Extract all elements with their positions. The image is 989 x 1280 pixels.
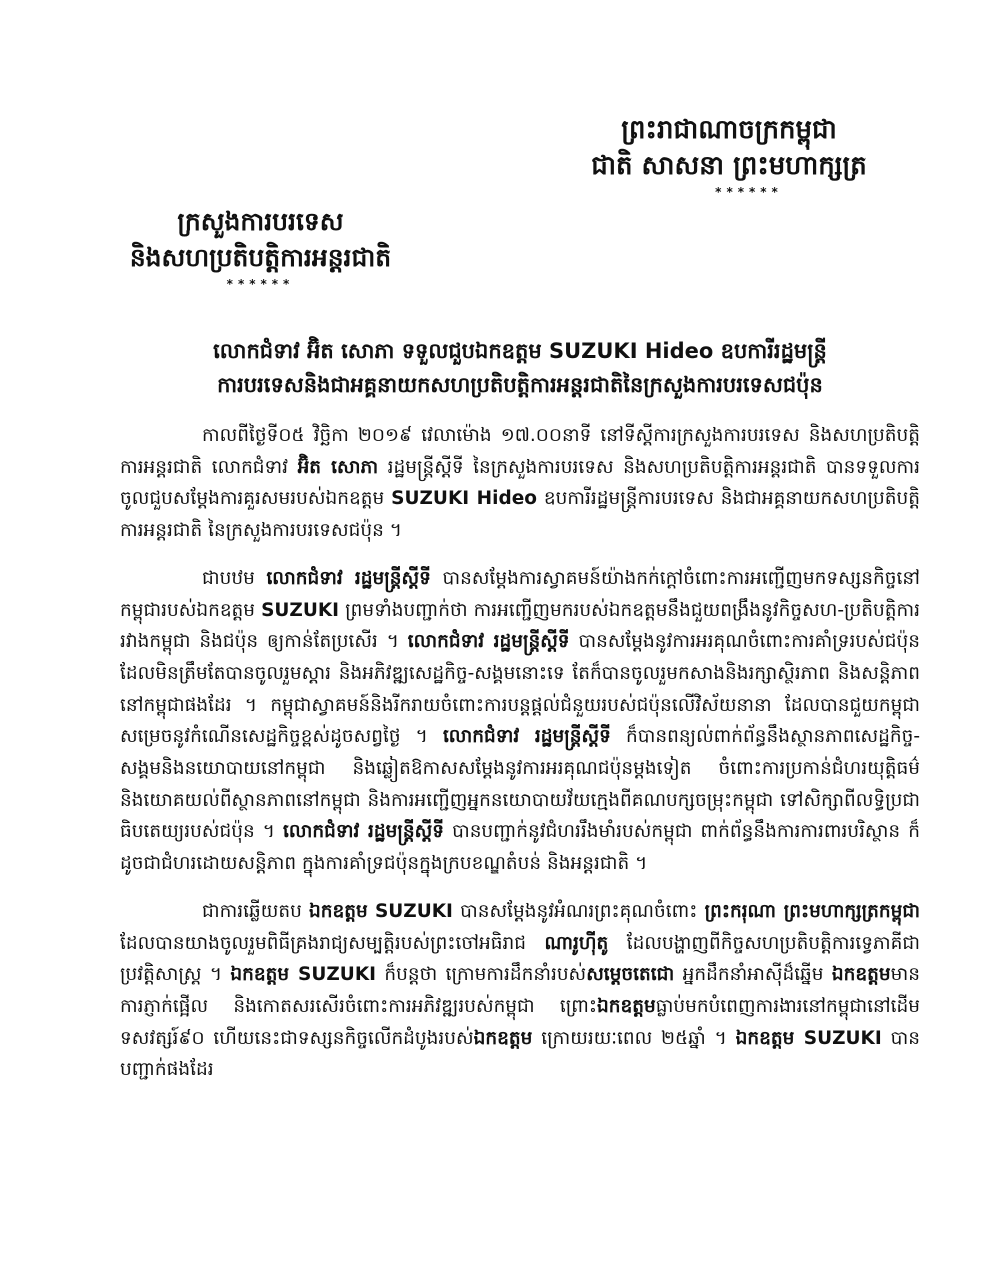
bold-text-run: ឯកឧត្តម SUZUKI xyxy=(735,1027,882,1049)
text-run: ដែលបានយាងចូលរួមពិធីគ្រងរាជ្យសម្បត្តិរបស់ព្រះចៅអធិរាជ xyxy=(120,932,545,954)
ministry-subline: និងសហប្រតិបត្តិការអន្តរជាតិ xyxy=(129,243,392,272)
title-line-2: ការបរទេសនិងជាអគ្គនាយកសហប្រតិបត្តិការអន្តរជាតិនៃក្រសួងការបរទេសជប៉ុន xyxy=(217,373,823,397)
text-run: បានបញ្ជាក់ផងដែរ xyxy=(120,1027,920,1081)
document-body xyxy=(120,420,920,1086)
body-paragraph xyxy=(120,420,920,547)
text-run: បានសម្តែងនូវអំណរព្រះគុណចំពោះ xyxy=(452,900,705,922)
text-run xyxy=(368,901,375,922)
kingdom-line: ព្រះរាជាណាចក្រកម្ពុជា xyxy=(621,115,837,145)
text-run: ព្រមទាំងបញ្ជាក់ថា ការអញ្ជើញមករបស់ឯកឧត្តមនឹងជួយពង្រឹងនូវកិច្ចសហ-ប្រតិបត្តិការរវាងកម្ពុជា និងជប៉ុន ឲ្យកាន់តែប្រសើរ ។ xyxy=(120,599,920,653)
kingdom-header xyxy=(564,112,894,200)
motto-line: ជាតិ សាសនា ព្រះមហាក្សត្រ xyxy=(591,151,867,181)
document-title xyxy=(120,334,920,402)
header-stars: ****** xyxy=(715,185,783,199)
text-run: អ្នកដឹកនាំអាស៊ីដ៏ឆ្នើម xyxy=(674,964,832,986)
text-run: ក៏បានពន្យល់ពាក់ព័ន្ធនឹងស្ថានភាពសេដ្ឋកិច្ច-សង្គមនិងនយោបាយនៅកម្ពុជា និងឆ្លៀតឱកាសសម្តែងនូវការអរគុណជប៉ុនម្តងទៀត ចំពោះការប្រកាន់ជំហរយុត្តិធម៌ និងយោគយល់ពីស្ថានភាពនៅកម្ពុជា និងការអញ្ជើញអ្នកនយោបាយវ័យក្មេងពីគណបក្សចម្រុះកម្ពុជា ទៅសិក្សាពីលទ្ធិប្រជាធិបតេយ្យរបស់ជប៉ុន ។ xyxy=(120,726,920,843)
bold-text-run: ឯកឧត្តម xyxy=(831,964,891,986)
text-run: ឧបការីរដ្ឋមន្ត្រីការបរទេស និងជាអគ្គនាយកសហប្រតិបត្តិការអន្តរជាតិ នៃក្រសួងការបរទេសជប៉ុន ។ xyxy=(120,488,920,542)
text-run: ជាបឋម xyxy=(202,567,267,589)
bold-text-run: SUZUKI xyxy=(261,599,340,621)
text-run: បានសម្តែងនូវការអរគុណចំពោះការគាំទ្ររបស់ជប៉ុន ដែលមិនត្រឹមតែបានចូលរួមស្តារ និងអភិវឌ្ឍសេដ្ឋកិច្ច-សង្គមនោះទេ តែក៏បានចូលរួមកសាងនិងរក្សាស្ថិរភាព និងសន្តិភាព នៅកម្ពុជាផងដែរ ។ កម្ពុជាស្វាគមន៍និងរីករាយចំពោះការបន្តផ្តល់ជំនួយរបស់ជប៉ុនលើវិស័យនានា ដែលបានជួយកម្ពុជាសម្រេចនូវកំណើនសេដ្ឋកិច្ចខ្ពស់ដូចសព្វថ្ងៃ ។ xyxy=(120,631,921,748)
bold-text-run: ណារូហ៊ីតូ xyxy=(544,932,609,954)
body-paragraph xyxy=(120,896,920,1086)
text-run: កាលពីថ្ងៃទី០៥ វិច្ឆិកា ២០១៩ វេលាម៉ោង ១៧.០០នាទី នៅទីស្តីការក្រសួងការបរទេស និងសហប្រតិបត្តិការអន្តរជាតិ លោកជំទាវ xyxy=(120,425,920,478)
text-run: ធ្លាប់មកបំពេញការងារនៅកម្ពុជានៅដើមទសវត្សរ៍៩០ ហើយនេះជាទស្សនកិច្ចលើកដំបូងរបស់ xyxy=(120,995,920,1049)
bold-text-run: លោកជំទាវ រដ្ឋមន្ត្រីស្តីទី xyxy=(442,726,611,748)
text-run: ក្រោយរយៈពេល ២៥ឆ្នាំ ។ xyxy=(532,1027,736,1049)
bold-text-run: លោកជំទាវ រដ្ឋមន្ត្រីស្តីទី xyxy=(283,821,444,843)
bold-text-run: ឯកឧត្តម SUZUKI xyxy=(230,964,377,986)
text-run: ដែលបង្ហាញពីកិច្ចសហប្រតិបត្តិការទ្វេភាគីជាប្រវត្តិសាស្ត្រ ។ xyxy=(120,932,920,986)
bold-text-run: ព្រះករុណា ព្រះមហាក្សត្រកម្ពុជា xyxy=(704,900,920,922)
text-run: បានសម្តែងការស្វាគមន៍យ៉ាងកក់ក្តៅចំពោះការអញ្ជើញមកទស្សនកិច្ចនៅកម្ពុជារបស់ឯកឧត្តម xyxy=(120,567,920,621)
bold-text-run: ឯកឧត្តម xyxy=(473,1027,533,1049)
body-paragraph xyxy=(120,563,920,880)
text-run: មានការភ្ញាក់ផ្អើល និងកោតសរសើរចំពោះការអភិវឌ្ឍរបស់កម្ពុជា ព្រោះ xyxy=(120,964,920,1017)
bold-text-run: SUZUKI xyxy=(374,900,453,922)
ministry-header xyxy=(118,204,403,292)
bold-text-run: SUZUKI Hideo xyxy=(391,488,537,510)
text-run: ក៏បន្តថា ក្រោមការដឹកនាំរបស់ xyxy=(376,964,587,986)
bold-text-run: លោកជំទាវ រដ្ឋមន្ត្រីស្តីទី xyxy=(407,631,570,653)
title-line-1: លោកជំទាវ អ៊ិត សោភា ទទួលជួបឯកឧត្តម SUZUKI Hideo ឧបការីរដ្ឋមន្ត្រី xyxy=(213,339,827,363)
ministry-line: ក្រសួងការបរទេស xyxy=(177,207,344,236)
bold-text-run: អ៊ិត សោភា xyxy=(297,456,379,478)
bold-text-run: ឯកឧត្តម xyxy=(309,900,368,922)
text-run: បានបញ្ជាក់នូវជំហររឹងមាំរបស់កម្ពុជា ពាក់ព័ន្ធនឹងការការពារបរិស្ថាន ក៏ដូចជាជំហរដោយសន្តិភាព ក្នុងការគាំទ្រជប៉ុនក្នុងក្របខណ្ឌតំបន់ និងអន្តរជាតិ ។ xyxy=(120,821,920,875)
bold-text-run: លោកជំទាវ រដ្ឋមន្ត្រីស្តីទី xyxy=(266,567,431,589)
bold-text-run: សម្តេចតេជោ xyxy=(586,964,675,986)
text-run: ជាការឆ្លើយតប xyxy=(202,900,310,922)
ministry-stars: ****** xyxy=(226,277,295,291)
bold-text-run: ឯកឧត្តម xyxy=(597,995,656,1017)
text-run: រដ្ឋមន្ត្រីស្តីទី នៃក្រសួងការបរទេស និងសហប្រតិបត្តិការអន្តរជាតិ បានទទួលការចូលជួបសម្តែងការគួរសមរបស់ឯកឧត្តម xyxy=(120,456,920,510)
